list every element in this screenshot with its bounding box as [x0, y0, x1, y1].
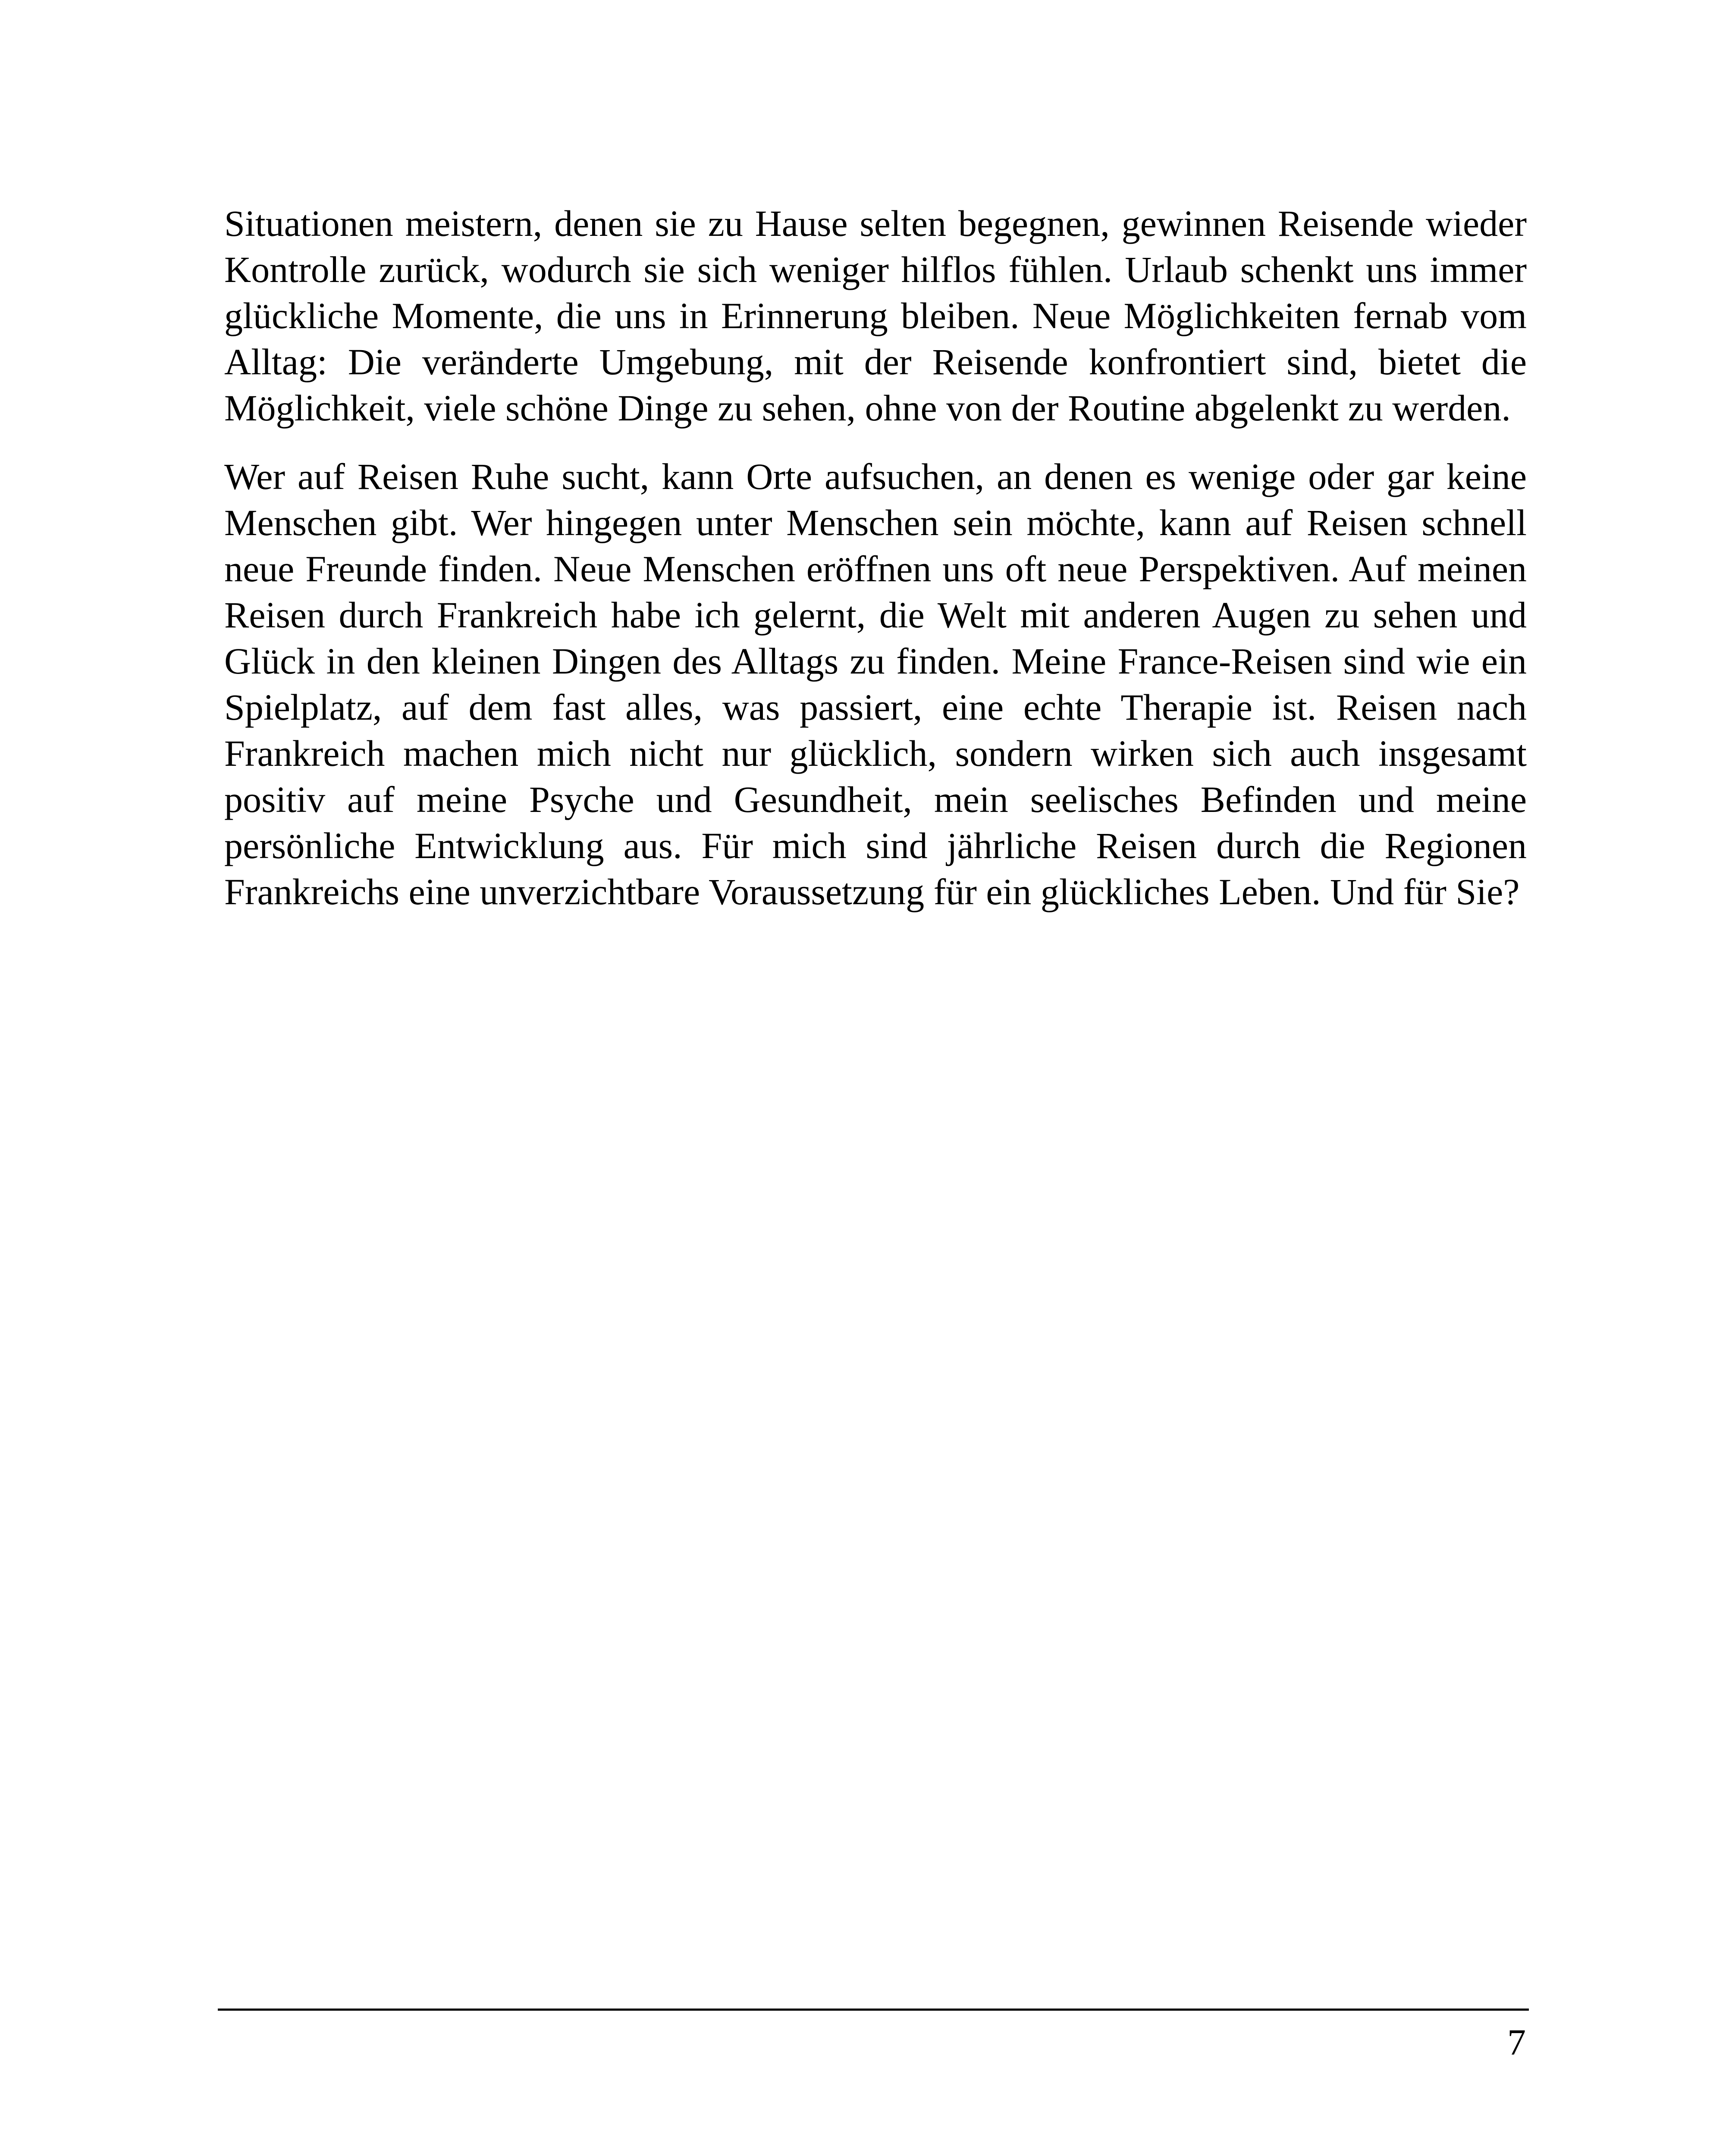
footer-divider	[218, 2009, 1529, 2011]
page-number: 7	[1507, 2021, 1526, 2063]
paragraph-1: Situationen meistern, denen sie zu Hause selten begegnen, gewinnen Reisende wieder Kontrolle zurück, wodurch sie sich weniger hilflos fühlen. Urlaub schenkt uns immer glückliche Momente, die uns in Erinnerung bleiben. Neue Möglichkeiten fernab vom Alltag: Die veränderte Umgebung, mit der Reisende konfrontiert sind, bietet die Möglichkeit, viele schöne Dinge zu sehen, ohne von der Routine abgelenkt zu werden.	[224, 203, 1527, 429]
paragraph-2: Wer auf Reisen Ruhe sucht, kann Orte aufsuchen, an denen es wenige oder gar keine Menschen gibt. Wer hingegen unter Menschen sein möchte, kann auf Reisen schnell neue Freunde finden. Neue Menschen eröffnen uns oft neue Perspektiven. Auf meinen Reisen durch Frankreich habe ich gelernt, die Welt mit anderen Augen zu sehen und Glück in den kleinen Dingen des Alltags zu finden. Meine France-Reisen sind wie ein Spielplatz, auf dem fast alles, was passiert, eine echte Therapie ist. Reisen nach Frankreich machen mich nicht nur glücklich, sondern wirken sich auch insgesamt positiv auf meine Psyche und Gesundheit, mein seelisches Befinden und meine persönliche Entwicklung aus. Für mich sind jährliche Reisen durch die Regionen Frankreichs eine unverzichtbare Voraussetzung für ein glückliches Leben. Und für Sie?	[224, 456, 1527, 912]
body-text	[224, 201, 1527, 915]
